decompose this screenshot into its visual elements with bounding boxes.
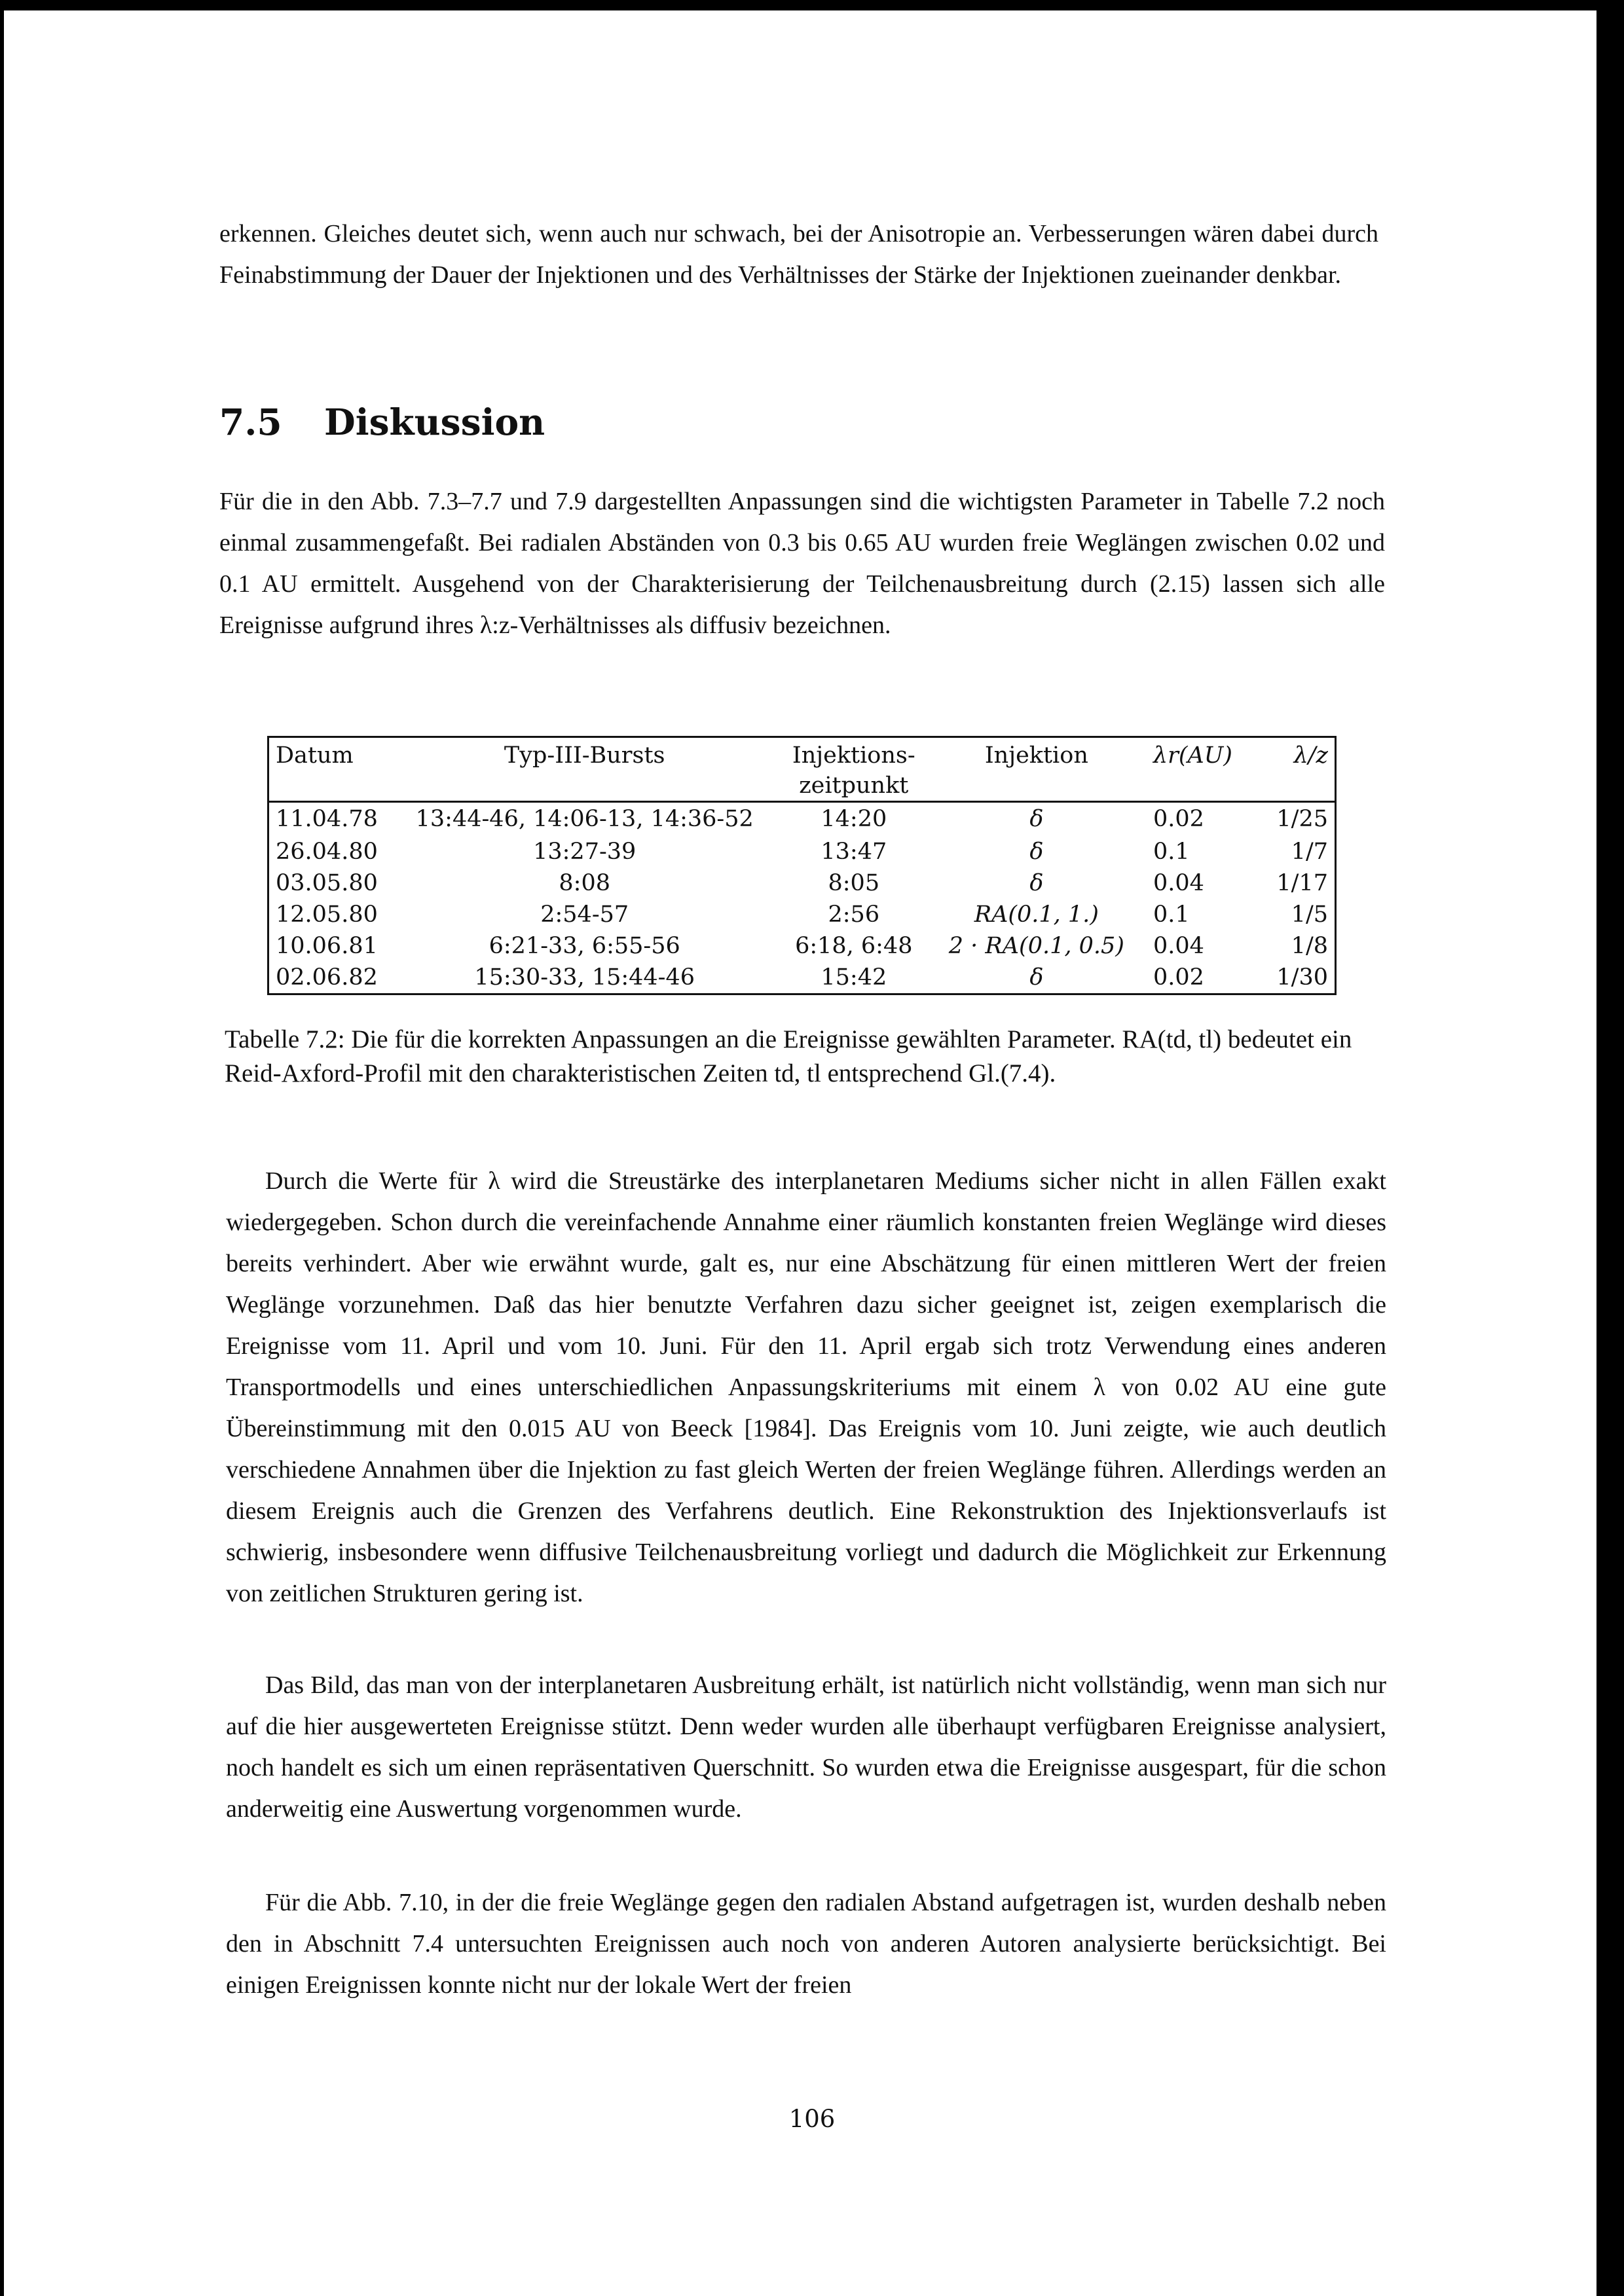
header-injektionszeitpunkt bbox=[766, 737, 942, 802]
table-row bbox=[268, 802, 1336, 836]
scan-border-right bbox=[1596, 0, 1624, 2296]
cell-injektion: δ bbox=[1029, 806, 1044, 833]
cell-lambda: 0.1 bbox=[1153, 838, 1190, 865]
section-heading bbox=[219, 396, 545, 448]
paragraph-intro: erkennen. Gleiches deutet sich, wenn auch nur schwach, bei der Anisotropie an. Verbesserungen wären dabei durch Feinabstimmung der Dauer der Injektionen und des Verhältnisses der Stärke der Injektionen zueinander denkbar. bbox=[219, 220, 1378, 289]
header-datum: Datum bbox=[268, 737, 404, 802]
cell-lambda-z: 1/8 bbox=[1291, 932, 1328, 959]
table-row bbox=[268, 899, 1336, 930]
cell-datum: 12.05.80 bbox=[276, 901, 378, 928]
cell-bursts: 6:21-33, 6:55-56 bbox=[489, 932, 680, 959]
header-lambda-z: λ/z bbox=[1251, 737, 1335, 802]
table-row bbox=[268, 930, 1336, 962]
header-injektion: Injektion bbox=[942, 737, 1131, 802]
header-zeit-line1: Injektions- bbox=[792, 742, 915, 769]
cell-lambda: 0.04 bbox=[1153, 932, 1204, 959]
header-bursts: Typ-III-Bursts bbox=[404, 737, 766, 802]
cell-zeit: 15:42 bbox=[821, 964, 887, 991]
scan-border-left bbox=[0, 0, 4, 2296]
cell-zeit: 6:18, 6:48 bbox=[795, 932, 913, 959]
page-number: 106 bbox=[788, 2105, 836, 2133]
cell-injektion: δ bbox=[1029, 869, 1044, 896]
cell-injektion: δ bbox=[1029, 838, 1044, 865]
cell-zeit: 8:05 bbox=[828, 869, 880, 896]
header-lambda: λr(AU) bbox=[1131, 737, 1252, 802]
section-title: Diskussion bbox=[324, 401, 545, 443]
cell-bursts: 13:44-46, 14:06-13, 14:36-52 bbox=[415, 806, 754, 833]
cell-lambda: 0.04 bbox=[1153, 869, 1204, 896]
paragraph-3: Das Bild, das man von der interplanetaren Ausbreitung erhält, ist natürlich nicht vollständig, wenn man sich nur auf die hier ausgewerteten Ereignisse stützt. Denn weder wurden alle überhaupt verfügbaren Ereignisse analysiert, noch handelt es sich um einen repräsentativen Querschnitt. So wurden etwa die Ereignisse ausgespart, für die schon anderweitig eine Auswertung vorgenommen wurde. bbox=[226, 1671, 1386, 1823]
cell-bursts: 15:30-33, 15:44-46 bbox=[474, 964, 695, 991]
cell-lambda: 0.02 bbox=[1153, 964, 1204, 991]
cell-datum: 02.06.82 bbox=[276, 964, 378, 991]
cell-lambda: 0.02 bbox=[1153, 806, 1204, 833]
section-number: 7.5 bbox=[219, 401, 282, 443]
table-row bbox=[268, 867, 1336, 899]
parameter-table bbox=[267, 736, 1337, 995]
paragraph-4: Für die Abb. 7.10, in der die freie Weglänge gegen den radialen Abstand aufgetragen ist, wurden deshalb neben den in Abschnitt 7.4 untersuchten Ereignissen auch noch von anderen Autoren analysierte berücksichtigt. Bei einigen Ereignissen konnte nicht nur der lokale Wert der freien bbox=[226, 1889, 1386, 1999]
cell-injektion: 2 · RA(0.1, 0.5) bbox=[948, 932, 1124, 959]
cell-bursts: 8:08 bbox=[559, 869, 611, 896]
cell-injektion: RA(0.1, 1.) bbox=[974, 901, 1099, 928]
cell-bursts: 13:27-39 bbox=[533, 838, 637, 865]
paragraph-2: Durch die Werte für λ wird die Streustärke des interplanetaren Mediums sicher nicht in allen Fällen exakt wiedergegeben. Schon durch die vereinfachende Annahme einer räumlich konstanten freien Weglänge wird dieses bereits verhindert. Aber wie erwähnt wurde, galt es, nur eine Abschätzung für einen mittleren Wert der freien Weglänge vorzunehmen. Daß das hier benutzte Verfahren dazu sicher geeignet ist, zeigen exemplarisch die Ereignisse vom 11. April und vom 10. Juni. Für den 11. April ergab sich trotz Verwendung eines anderen Transportmodells und eines unterschiedlichen Anpassungskriteriums mit einem λ von 0.02 AU eine gute Übereinstimmung mit den 0.015 AU von Beeck [1984]. Das Ereignis vom 10. Juni zeigte, wie auch deutlich verschiedene Annahmen über die Injektion zu fast gleich Werten der freien Weglänge führen. Allerdings werden an diesem Ereignis auch die Grenzen des Verfahrens deutlich. Eine Rekonstruktion des Injektionsverlaufs ist schwierig, insbesondere wenn diffusive Teilchenausbreitung vorliegt und dadurch die Möglichkeit zur Erkennung von zeitlichen Strukturen gering ist. bbox=[226, 1167, 1386, 1607]
cell-injektion: δ bbox=[1029, 964, 1044, 991]
cell-lambda-z: 1/17 bbox=[1276, 869, 1328, 896]
table-header-row bbox=[268, 737, 1336, 802]
table-caption: Tabelle 7.2: Die für die korrekten Anpassungen an die Ereignisse gewählten Parameter. RA(td, tl) bedeutet ein Reid-Axford-Profil mit den charakteristischen Zeiten td, tl entsprechend Gl.(7.4). bbox=[225, 1025, 1352, 1087]
cell-zeit: 14:20 bbox=[821, 806, 887, 833]
cell-datum: 03.05.80 bbox=[276, 869, 378, 896]
table-row bbox=[268, 836, 1336, 867]
cell-lambda-z: 1/5 bbox=[1291, 901, 1328, 928]
cell-datum: 10.06.81 bbox=[276, 932, 378, 959]
header-zeit-line2: zeitpunkt bbox=[799, 773, 909, 799]
cell-zeit: 13:47 bbox=[821, 838, 887, 865]
table-row bbox=[268, 962, 1336, 994]
scan-border-top bbox=[0, 0, 1624, 10]
cell-lambda-z: 1/25 bbox=[1276, 806, 1328, 833]
cell-datum: 26.04.80 bbox=[276, 838, 378, 865]
cell-zeit: 2:56 bbox=[828, 901, 880, 928]
paragraph-1: Für die in den Abb. 7.3–7.7 und 7.9 dargestellten Anpassungen sind die wichtigsten Parameter in Tabelle 7.2 noch einmal zusammengefaßt. Bei radialen Abständen von 0.3 bis 0.65 AU wurden freie Weglängen zwischen 0.02 und 0.1 AU ermittelt. Ausgehend von der Charakterisierung der Teilchenausbreitung durch (2.15) lassen sich alle Ereignisse aufgrund ihres λ:z-Verhältnisses als diffusiv bezeichnen. bbox=[219, 488, 1385, 639]
cell-lambda-z: 1/7 bbox=[1291, 838, 1328, 865]
cell-datum: 11.04.78 bbox=[276, 806, 378, 833]
cell-lambda: 0.1 bbox=[1153, 901, 1190, 928]
cell-lambda-z: 1/30 bbox=[1276, 964, 1328, 991]
cell-bursts: 2:54-57 bbox=[540, 901, 629, 928]
